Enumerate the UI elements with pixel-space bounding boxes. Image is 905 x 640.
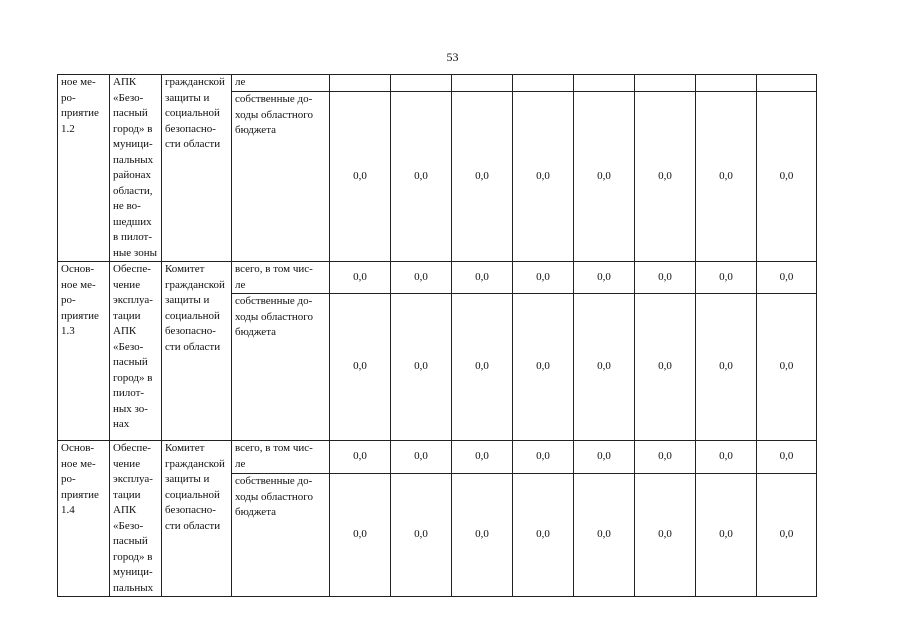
value-cell: 0,0 — [513, 474, 574, 597]
table-row — [58, 262, 817, 294]
source-cell: всего, в том чис- ле — [232, 441, 330, 474]
measure-cell: ное ме- ро- приятие 1.2 — [58, 75, 110, 262]
value-cell: 0,0 — [635, 441, 696, 474]
value-cell: 0,0 — [696, 294, 757, 441]
value-cell: 0,0 — [452, 474, 513, 597]
source-cell: ле — [232, 75, 330, 92]
name-cell: Обеспе- чение эксплуа- тации АПК «Безо- пасный город» в муници- пальных — [110, 441, 162, 597]
value-cell: 0,0 — [757, 92, 817, 262]
table-row — [58, 441, 817, 474]
value-cell: 0,0 — [513, 441, 574, 474]
value-cell: 0,0 — [513, 294, 574, 441]
value-cell: 0,0 — [757, 294, 817, 441]
name-cell: АПК «Безо- пасный город» в муници- пальных районах области, не во- шедших в пилот- ные зоны — [110, 75, 162, 262]
value-cell: 0,0 — [574, 92, 635, 262]
value-cell — [513, 75, 574, 92]
budget-table — [57, 74, 817, 597]
value-cell: 0,0 — [452, 441, 513, 474]
executor-cell: Комитет гражданской защиты и социальной безопасно- сти области — [162, 262, 232, 441]
value-cell: 0,0 — [696, 474, 757, 597]
value-cell: 0,0 — [330, 92, 391, 262]
measure-cell: Основ- ное ме- ро- приятие 1.4 — [58, 441, 110, 597]
value-cell: 0,0 — [452, 262, 513, 294]
value-cell: 0,0 — [391, 294, 452, 441]
value-cell: 0,0 — [757, 474, 817, 597]
value-cell: 0,0 — [635, 262, 696, 294]
value-cell: 0,0 — [452, 294, 513, 441]
value-cell: 0,0 — [635, 474, 696, 597]
value-cell — [635, 75, 696, 92]
value-cell — [391, 75, 452, 92]
value-cell: 0,0 — [635, 92, 696, 262]
value-cell: 0,0 — [513, 92, 574, 262]
value-cell — [330, 75, 391, 92]
measure-cell: Основ- ное ме- ро- приятие 1.3 — [58, 262, 110, 441]
value-cell: 0,0 — [696, 441, 757, 474]
source-cell: собственные до- ходы областного бюджета — [232, 474, 330, 597]
table-row — [58, 75, 817, 92]
value-cell: 0,0 — [696, 262, 757, 294]
executor-cell: Комитет гражданской защиты и социальной безопасно- сти области — [162, 441, 232, 597]
value-cell: 0,0 — [574, 262, 635, 294]
value-cell: 0,0 — [513, 262, 574, 294]
value-cell: 0,0 — [330, 294, 391, 441]
value-cell: 0,0 — [330, 474, 391, 597]
value-cell: 0,0 — [635, 294, 696, 441]
value-cell: 0,0 — [574, 294, 635, 441]
source-cell: собственные до- ходы областного бюджета — [232, 294, 330, 441]
value-cell: 0,0 — [757, 441, 817, 474]
value-cell: 0,0 — [391, 262, 452, 294]
value-cell: 0,0 — [574, 474, 635, 597]
value-cell: 0,0 — [330, 262, 391, 294]
page-number: 53 — [446, 50, 459, 64]
source-cell: собственные до- ходы областного бюджета — [232, 92, 330, 262]
value-cell — [574, 75, 635, 92]
name-cell: Обеспе- чение эксплуа- тации АПК «Безо- пасный город» в пилот- ных зо- нах — [110, 262, 162, 441]
value-cell: 0,0 — [391, 92, 452, 262]
value-cell: 0,0 — [574, 441, 635, 474]
value-cell: 0,0 — [696, 92, 757, 262]
executor-cell: гражданской защиты и социальной безопасно- сти области — [162, 75, 232, 262]
value-cell: 0,0 — [391, 474, 452, 597]
value-cell — [696, 75, 757, 92]
value-cell: 0,0 — [391, 441, 452, 474]
value-cell: 0,0 — [330, 441, 391, 474]
value-cell — [757, 75, 817, 92]
value-cell — [452, 75, 513, 92]
value-cell: 0,0 — [452, 92, 513, 262]
value-cell: 0,0 — [757, 262, 817, 294]
source-cell: всего, в том чис- ле — [232, 262, 330, 294]
